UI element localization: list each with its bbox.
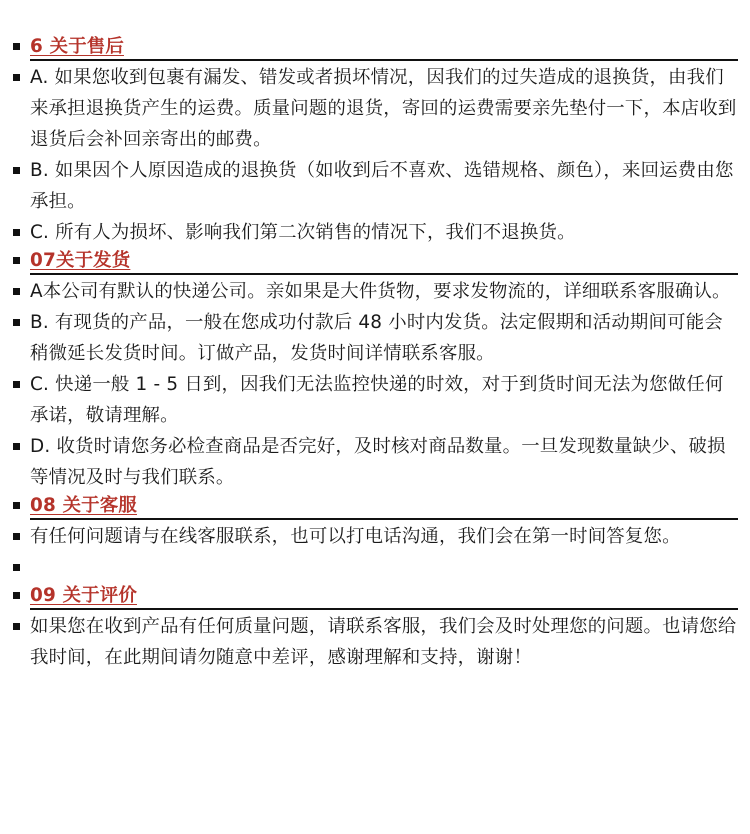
list-item bbox=[12, 369, 738, 431]
section-title: 6 关于售后 bbox=[30, 36, 124, 57]
square-bullet-icon bbox=[13, 502, 20, 509]
section-title: 07关于发货 bbox=[30, 250, 131, 271]
item-text: D. 收货时请您务必检查商品是否完好，及时核对商品数量。一旦发现数量缺少、破损等情况及时与我们联系。 bbox=[30, 436, 726, 488]
square-bullet-icon bbox=[13, 623, 20, 630]
square-bullet-icon bbox=[13, 167, 20, 174]
heading-divider bbox=[30, 59, 738, 61]
item-text: A. 如果您收到包裹有漏发、错发或者损坏情况，因我们的过失造成的退换货，由我们来承担退换货产生的运费。质量问题的退货，寄回的运费需要亲先垫付一下，本店收到退货后会补回亲寄出的邮费。 bbox=[30, 67, 737, 150]
section-heading-reviews bbox=[12, 583, 738, 608]
section-heading-shipping bbox=[12, 248, 738, 273]
list-item bbox=[12, 521, 738, 552]
heading-divider bbox=[30, 518, 738, 520]
section-title: 09 关于评价 bbox=[30, 585, 137, 606]
list-item bbox=[12, 431, 738, 493]
heading-divider bbox=[30, 608, 738, 610]
square-bullet-icon bbox=[13, 533, 20, 540]
heading-divider bbox=[30, 273, 738, 275]
square-bullet-icon bbox=[13, 381, 20, 388]
item-text: 如果您在收到产品有任何质量问题，请联系客服，我们会及时处理您的问题。也请您给我时间，在此期间请勿随意中差评，感谢理解和支持，谢谢！ bbox=[30, 616, 737, 668]
square-bullet-icon bbox=[13, 43, 20, 50]
list-item bbox=[12, 307, 738, 369]
square-bullet-icon bbox=[13, 288, 20, 295]
square-bullet-icon bbox=[13, 592, 20, 599]
square-bullet-icon bbox=[13, 257, 20, 264]
section-heading-customer-service bbox=[12, 493, 738, 518]
section-title: 08 关于客服 bbox=[30, 495, 137, 516]
list-item bbox=[12, 276, 738, 307]
list-item bbox=[12, 611, 738, 673]
square-bullet-icon bbox=[13, 443, 20, 450]
list-item bbox=[12, 217, 738, 248]
square-bullet-icon bbox=[13, 564, 20, 571]
list-item bbox=[12, 155, 738, 217]
square-bullet-icon bbox=[13, 229, 20, 236]
item-text: 有任何问题请与在线客服联系，也可以打电话沟通，我们会在第一时间答复您。 bbox=[30, 526, 681, 547]
item-text: A本公司有默认的快递公司。亲如果是大件货物，要求发物流的，详细联系客服确认。 bbox=[30, 281, 731, 302]
square-bullet-icon bbox=[13, 319, 20, 326]
square-bullet-icon bbox=[13, 74, 20, 81]
item-text: B. 如果因个人原因造成的退换货（如收到后不喜欢、选错规格、颜色），来回运费由您承担。 bbox=[30, 160, 734, 212]
item-text: C. 所有人为损坏、影响我们第二次销售的情况下，我们不退换货。 bbox=[30, 222, 576, 243]
item-text: C. 快递一般 1 - 5 日到，因我们无法监控快递的时效，对于到货时间无法为您做任何承诺，敬请理解。 bbox=[30, 374, 724, 426]
list-item-empty bbox=[12, 552, 738, 583]
section-heading-after-sales bbox=[12, 34, 738, 59]
policy-list bbox=[12, 34, 738, 673]
item-text: B. 有现货的产品，一般在您成功付款后 48 小时内发货。法定假期和活动期间可能会稍微延长发货时间。订做产品，发货时间详情联系客服。 bbox=[30, 312, 723, 364]
list-item bbox=[12, 62, 738, 155]
